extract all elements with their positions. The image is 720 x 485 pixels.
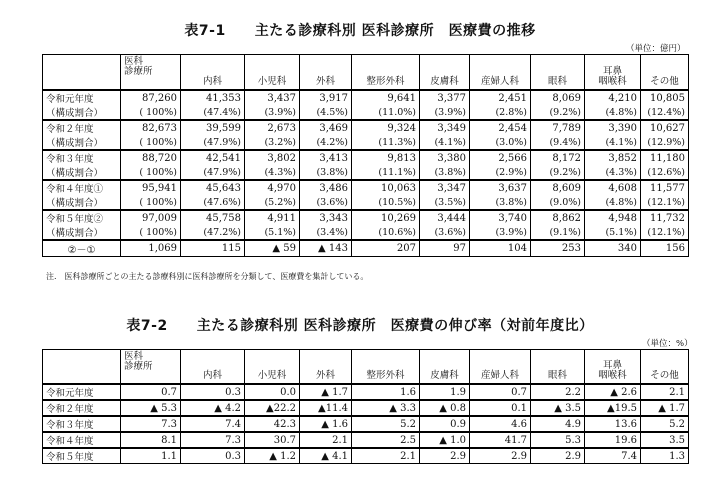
value-cell: 0.1 bbox=[470, 400, 531, 416]
value-cell: ▲ 4.1 bbox=[300, 448, 352, 464]
share-cell: (4.3%) bbox=[245, 165, 300, 180]
value-cell: 2.1 bbox=[352, 448, 420, 464]
share-cell: (5.1%) bbox=[245, 225, 300, 240]
row-label: 令和３年度 bbox=[43, 150, 121, 165]
table-row bbox=[43, 225, 689, 240]
value-cell: 2.5 bbox=[352, 432, 420, 448]
column-header: 小児科 bbox=[245, 55, 300, 91]
share-cell: (4.8%) bbox=[585, 105, 641, 120]
share-cell: (9.1%) bbox=[531, 225, 585, 240]
value-cell: 2,454 bbox=[470, 120, 531, 135]
share-cell: (4.1%) bbox=[420, 135, 470, 150]
diff-cell: 115 bbox=[181, 240, 245, 257]
value-cell: 5.2 bbox=[352, 416, 420, 432]
table2-title: 表7-2 主たる診療科別 医科診療所 医療費の伸び率（対前年度比） bbox=[126, 318, 594, 334]
share-cell: (3.8%) bbox=[420, 165, 470, 180]
value-cell: 97,009 bbox=[121, 210, 181, 225]
row-sublabel: （構成割合） bbox=[43, 195, 121, 210]
share-cell: (11.3%) bbox=[352, 135, 420, 150]
table-row bbox=[43, 90, 689, 105]
value-cell: 9,813 bbox=[352, 150, 420, 165]
diff-label: ②－① bbox=[43, 240, 121, 257]
column-header: 産婦人科 bbox=[470, 350, 531, 385]
table-row bbox=[43, 105, 689, 120]
value-cell: 3,486 bbox=[300, 180, 352, 195]
share-cell: (10.5%) bbox=[352, 195, 420, 210]
value-cell: 3,437 bbox=[245, 90, 300, 105]
share-cell: (9.2%) bbox=[531, 165, 585, 180]
share-cell: (11.1%) bbox=[352, 165, 420, 180]
share-cell: (12.1%) bbox=[641, 195, 689, 210]
value-cell: 3,802 bbox=[245, 150, 300, 165]
value-cell: 2.9 bbox=[420, 448, 470, 464]
column-header: 外科 bbox=[300, 55, 352, 91]
value-cell: 9,324 bbox=[352, 120, 420, 135]
column-header: 皮膚科 bbox=[420, 350, 470, 385]
row-sublabel: （構成割合） bbox=[43, 135, 121, 150]
value-cell: 0.9 bbox=[420, 416, 470, 432]
value-cell: 45,643 bbox=[181, 180, 245, 195]
value-cell: 8,609 bbox=[531, 180, 585, 195]
value-cell: 3,740 bbox=[470, 210, 531, 225]
value-cell: 3.5 bbox=[641, 432, 689, 448]
value-cell: 3,469 bbox=[300, 120, 352, 135]
share-cell: ( 100%) bbox=[121, 165, 181, 180]
row-label: 令和４年度 bbox=[43, 432, 121, 448]
value-cell: 30.7 bbox=[245, 432, 300, 448]
value-cell: 41,353 bbox=[181, 90, 245, 105]
value-cell: 3,444 bbox=[420, 210, 470, 225]
value-cell: 42,541 bbox=[181, 150, 245, 165]
row-label: 令和３年度 bbox=[43, 416, 121, 432]
share-cell: (12.4%) bbox=[641, 105, 689, 120]
column-header: 耳鼻 咽喉科 bbox=[585, 350, 641, 385]
diff-cell: 104 bbox=[470, 240, 531, 257]
diff-cell: 97 bbox=[420, 240, 470, 257]
share-cell: (3.6%) bbox=[300, 195, 352, 210]
table-row bbox=[43, 384, 689, 400]
corner-cell bbox=[43, 55, 121, 91]
column-header: 眼科 bbox=[531, 350, 585, 385]
table-row bbox=[43, 448, 689, 464]
value-cell: 3,917 bbox=[300, 90, 352, 105]
column-header: その他 bbox=[641, 55, 689, 91]
row-label: 令和５年度 bbox=[43, 448, 121, 464]
share-cell: (2.8%) bbox=[470, 105, 531, 120]
share-cell: (9.0%) bbox=[531, 195, 585, 210]
table-row bbox=[43, 120, 689, 135]
column-header: 小児科 bbox=[245, 350, 300, 385]
table-row bbox=[43, 135, 689, 150]
row-sublabel: （構成割合） bbox=[43, 225, 121, 240]
value-cell: 4,911 bbox=[245, 210, 300, 225]
value-cell: 82,673 bbox=[121, 120, 181, 135]
value-cell: 3,349 bbox=[420, 120, 470, 135]
header-row bbox=[43, 55, 689, 91]
value-cell: 0.3 bbox=[181, 384, 245, 400]
table1-unit: （単位：億円） bbox=[626, 44, 686, 54]
value-cell: 2,451 bbox=[470, 90, 531, 105]
value-cell: 4,948 bbox=[585, 210, 641, 225]
value-cell: ▲ 1.0 bbox=[420, 432, 470, 448]
value-cell: ▲ 4.2 bbox=[181, 400, 245, 416]
value-cell: ▲ 1.2 bbox=[245, 448, 300, 464]
table2-unit: （単位：%） bbox=[642, 339, 693, 349]
value-cell: 19.6 bbox=[585, 432, 641, 448]
value-cell: 4.6 bbox=[470, 416, 531, 432]
value-cell: ▲ 2.6 bbox=[585, 384, 641, 400]
share-cell: (3.2%) bbox=[245, 135, 300, 150]
value-cell: 3,380 bbox=[420, 150, 470, 165]
column-header: 産婦人科 bbox=[470, 55, 531, 91]
value-cell: ▲ 0.8 bbox=[420, 400, 470, 416]
value-cell: 39,599 bbox=[181, 120, 245, 135]
value-cell: ▲ 1.7 bbox=[300, 384, 352, 400]
table-medical-costs bbox=[42, 54, 689, 257]
value-cell: 3,343 bbox=[300, 210, 352, 225]
value-cell: 5.2 bbox=[641, 416, 689, 432]
column-header: 内科 bbox=[181, 350, 245, 385]
share-cell: (3.0%) bbox=[470, 135, 531, 150]
share-cell: (9.4%) bbox=[531, 135, 585, 150]
share-cell: (2.9%) bbox=[470, 165, 531, 180]
value-cell: 3,852 bbox=[585, 150, 641, 165]
value-cell: 3,413 bbox=[300, 150, 352, 165]
row-label: 令和５年度② bbox=[43, 210, 121, 225]
value-cell: 7.4 bbox=[585, 448, 641, 464]
share-cell: (4.2%) bbox=[300, 135, 352, 150]
value-cell: 5.3 bbox=[531, 432, 585, 448]
share-cell: (3.5%) bbox=[420, 195, 470, 210]
diff-cell: ▲ 143 bbox=[300, 240, 352, 257]
value-cell: 8,172 bbox=[531, 150, 585, 165]
value-cell: 2.9 bbox=[470, 448, 531, 464]
share-cell: ( 100%) bbox=[121, 105, 181, 120]
share-cell: (12.9%) bbox=[641, 135, 689, 150]
share-cell: (9.2%) bbox=[531, 105, 585, 120]
corner-cell bbox=[43, 350, 121, 385]
value-cell: ▲ 3.5 bbox=[531, 400, 585, 416]
value-cell: 8.1 bbox=[121, 432, 181, 448]
share-cell: (10.6%) bbox=[352, 225, 420, 240]
value-cell: 0.7 bbox=[121, 384, 181, 400]
value-cell: 11,732 bbox=[641, 210, 689, 225]
diff-cell: 340 bbox=[585, 240, 641, 257]
value-cell: 45,758 bbox=[181, 210, 245, 225]
share-cell: (3.4%) bbox=[300, 225, 352, 240]
table-row bbox=[43, 432, 689, 448]
value-cell: 13.6 bbox=[585, 416, 641, 432]
share-cell: (3.9%) bbox=[245, 105, 300, 120]
row-label: 令和２年度 bbox=[43, 400, 121, 416]
share-cell: (12.6%) bbox=[641, 165, 689, 180]
table-row bbox=[43, 150, 689, 165]
diff-cell: 1,069 bbox=[121, 240, 181, 257]
value-cell: 2.2 bbox=[531, 384, 585, 400]
value-cell: 0.0 bbox=[245, 384, 300, 400]
diff-cell: ▲ 59 bbox=[245, 240, 300, 257]
share-cell: (5.1%) bbox=[585, 225, 641, 240]
value-cell: ▲19.5 bbox=[585, 400, 641, 416]
value-cell: 10,627 bbox=[641, 120, 689, 135]
share-cell: (4.1%) bbox=[585, 135, 641, 150]
share-cell: (3.8%) bbox=[470, 195, 531, 210]
column-header: 内科 bbox=[181, 55, 245, 91]
row-label: 令和元年度 bbox=[43, 90, 121, 105]
table1-title: 表7-1 主たる診療科別 医科診療所 医療費の推移 bbox=[184, 23, 536, 39]
value-cell: 7,789 bbox=[531, 120, 585, 135]
value-cell: 4.9 bbox=[531, 416, 585, 432]
value-cell: 2.1 bbox=[641, 384, 689, 400]
value-cell: 2,673 bbox=[245, 120, 300, 135]
share-cell: (4.5%) bbox=[300, 105, 352, 120]
value-cell: 87,260 bbox=[121, 90, 181, 105]
value-cell: 3,347 bbox=[420, 180, 470, 195]
column-header: 整形外科 bbox=[352, 55, 420, 91]
value-cell: 95,941 bbox=[121, 180, 181, 195]
share-cell: (3.9%) bbox=[470, 225, 531, 240]
column-header: 耳鼻 咽喉科 bbox=[585, 55, 641, 91]
share-cell: (47.6%) bbox=[181, 195, 245, 210]
share-cell: (12.1%) bbox=[641, 225, 689, 240]
table-row bbox=[43, 400, 689, 416]
value-cell: 11,180 bbox=[641, 150, 689, 165]
column-header: 整形外科 bbox=[352, 350, 420, 385]
share-cell: (3.8%) bbox=[300, 165, 352, 180]
share-cell: (4.3%) bbox=[585, 165, 641, 180]
diff-row bbox=[43, 240, 689, 257]
column-header: 外科 bbox=[300, 350, 352, 385]
diff-cell: 207 bbox=[352, 240, 420, 257]
value-cell: 1.1 bbox=[121, 448, 181, 464]
share-cell: ( 100%) bbox=[121, 195, 181, 210]
value-cell: 4,970 bbox=[245, 180, 300, 195]
value-cell: 11,577 bbox=[641, 180, 689, 195]
header-row bbox=[43, 350, 689, 385]
column-header: 医科 診療所 bbox=[121, 350, 181, 385]
value-cell: 3,390 bbox=[585, 120, 641, 135]
table-row bbox=[43, 210, 689, 225]
value-cell: 1.6 bbox=[352, 384, 420, 400]
value-cell: 3,377 bbox=[420, 90, 470, 105]
value-cell: 7.3 bbox=[121, 416, 181, 432]
share-cell: ( 100%) bbox=[121, 135, 181, 150]
table-row bbox=[43, 416, 689, 432]
share-cell: (47.2%) bbox=[181, 225, 245, 240]
value-cell: 7.4 bbox=[181, 416, 245, 432]
value-cell: 88,720 bbox=[121, 150, 181, 165]
diff-cell: 253 bbox=[531, 240, 585, 257]
column-header: その他 bbox=[641, 350, 689, 385]
value-cell: 1.3 bbox=[641, 448, 689, 464]
table-row bbox=[43, 195, 689, 210]
value-cell: 10,063 bbox=[352, 180, 420, 195]
row-sublabel: （構成割合） bbox=[43, 165, 121, 180]
share-cell: (4.8%) bbox=[585, 195, 641, 210]
value-cell: 3,637 bbox=[470, 180, 531, 195]
share-cell: (47.9%) bbox=[181, 165, 245, 180]
value-cell: 4,210 bbox=[585, 90, 641, 105]
row-label: 令和２年度 bbox=[43, 120, 121, 135]
share-cell: (47.9%) bbox=[181, 135, 245, 150]
value-cell: 8,069 bbox=[531, 90, 585, 105]
value-cell: ▲ 5.3 bbox=[121, 400, 181, 416]
column-header: 医科 診療所 bbox=[121, 55, 181, 91]
value-cell: ▲ 1.7 bbox=[641, 400, 689, 416]
share-cell: (3.6%) bbox=[420, 225, 470, 240]
value-cell: 0.7 bbox=[470, 384, 531, 400]
value-cell: ▲22.2 bbox=[245, 400, 300, 416]
value-cell: 2.1 bbox=[300, 432, 352, 448]
table-row bbox=[43, 165, 689, 180]
value-cell: ▲ 3.3 bbox=[352, 400, 420, 416]
diff-cell: 156 bbox=[641, 240, 689, 257]
share-cell: (11.0%) bbox=[352, 105, 420, 120]
value-cell: 1.9 bbox=[420, 384, 470, 400]
value-cell: 10,805 bbox=[641, 90, 689, 105]
value-cell: 42.3 bbox=[245, 416, 300, 432]
column-header: 皮膚科 bbox=[420, 55, 470, 91]
share-cell: ( 100%) bbox=[121, 225, 181, 240]
table-row bbox=[43, 180, 689, 195]
value-cell: 2.9 bbox=[531, 448, 585, 464]
value-cell: 8,862 bbox=[531, 210, 585, 225]
share-cell: (47.4%) bbox=[181, 105, 245, 120]
value-cell: 2,566 bbox=[470, 150, 531, 165]
row-label: 令和４年度① bbox=[43, 180, 121, 195]
share-cell: (5.2%) bbox=[245, 195, 300, 210]
value-cell: 7.3 bbox=[181, 432, 245, 448]
value-cell: 9,641 bbox=[352, 90, 420, 105]
column-header: 眼科 bbox=[531, 55, 585, 91]
value-cell: ▲11.4 bbox=[300, 400, 352, 416]
value-cell: 41.7 bbox=[470, 432, 531, 448]
value-cell: ▲ 1.6 bbox=[300, 416, 352, 432]
row-sublabel: （構成割合） bbox=[43, 105, 121, 120]
table-growth-rates bbox=[42, 349, 689, 464]
value-cell: 10,269 bbox=[352, 210, 420, 225]
table1-note: 注. 医科診療所ごとの主たる診療科別に医科診療所を分類して、医療費を集計している。 bbox=[46, 272, 369, 281]
share-cell: (3.9%) bbox=[420, 105, 470, 120]
value-cell: 4,608 bbox=[585, 180, 641, 195]
value-cell: 0.3 bbox=[181, 448, 245, 464]
row-label: 令和元年度 bbox=[43, 384, 121, 400]
